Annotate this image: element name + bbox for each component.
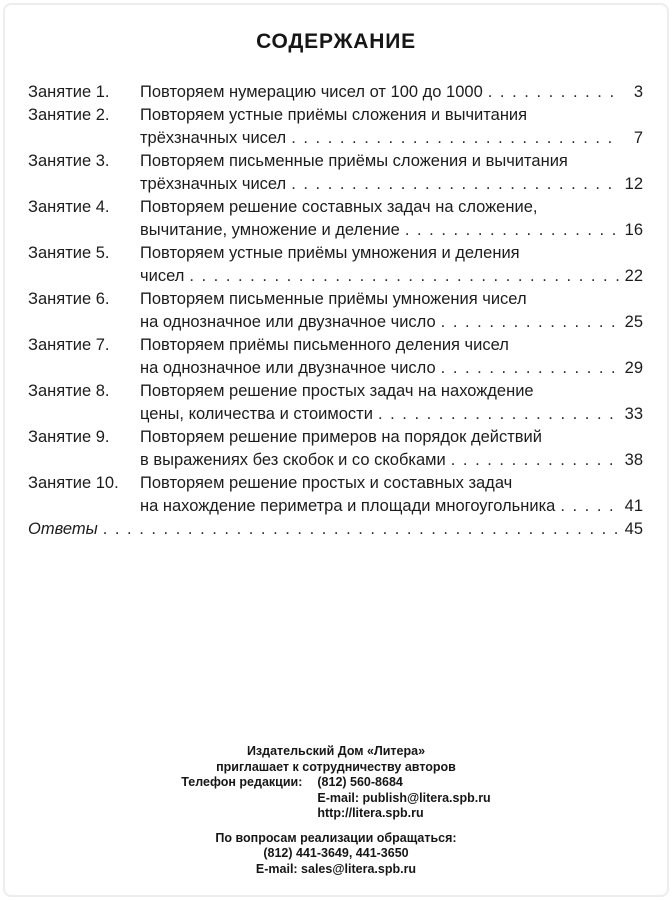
toc-entry-body bbox=[140, 196, 643, 242]
toc-entry-line bbox=[140, 357, 643, 380]
toc-page-number: 45 bbox=[624, 520, 643, 538]
publisher-name: Издательский Дом «Литера» bbox=[246, 744, 426, 758]
toc-page-number: 33 bbox=[624, 405, 643, 423]
toc-entry-body bbox=[140, 288, 643, 334]
toc-entry-line bbox=[140, 150, 643, 173]
toc-entry-line bbox=[140, 449, 643, 472]
toc-entry-body bbox=[28, 518, 643, 541]
phone-label: Телефон редакции: bbox=[181, 775, 303, 789]
dot-leader bbox=[560, 495, 620, 518]
toc-entry-text: Повторяем нумерацию чисел от 100 до 1000 bbox=[140, 83, 483, 101]
toc-page-number: 41 bbox=[624, 497, 643, 515]
toc-entry-line bbox=[28, 518, 643, 541]
toc-entry-line bbox=[140, 104, 643, 127]
toc-entry-text: чисел bbox=[140, 267, 185, 285]
toc-entry-line bbox=[140, 219, 643, 242]
publisher-footer bbox=[0, 744, 672, 877]
toc-entry-text: Повторяем решение простых и составных задач bbox=[140, 474, 513, 492]
dot-leader bbox=[189, 265, 620, 288]
toc-entry-body bbox=[140, 380, 643, 426]
sales-heading: По вопросам реализации обращаться: bbox=[215, 830, 457, 845]
toc-entry bbox=[28, 426, 643, 472]
toc-answers-label: Ответы bbox=[28, 520, 98, 538]
toc-entry-text: Повторяем письменные приёмы сложения и вычитания bbox=[140, 152, 568, 170]
toc-entry-line bbox=[140, 196, 643, 219]
toc-entry-text: трёхзначных чисел bbox=[140, 175, 287, 193]
toc-entry-body bbox=[140, 242, 643, 288]
toc-entry-label: Занятие 9. bbox=[28, 428, 110, 446]
toc-entry-label: Занятие 6. bbox=[28, 290, 110, 308]
toc-page-number: 7 bbox=[633, 129, 643, 147]
toc-entry-line bbox=[140, 403, 643, 426]
toc-entry-label: Занятие 5. bbox=[28, 244, 110, 262]
toc-entry-body bbox=[140, 426, 643, 472]
publisher-website: http://litera.spb.ru bbox=[317, 806, 424, 820]
publisher-email: E-mail: publish@litera.spb.ru bbox=[317, 790, 491, 805]
toc-entry-line bbox=[140, 81, 643, 104]
toc-entry-line bbox=[140, 334, 643, 357]
dot-leader bbox=[291, 173, 620, 196]
toc-entry bbox=[28, 150, 643, 196]
toc-entry-line bbox=[140, 380, 643, 403]
toc-entry-text: трёхзначных чисел bbox=[140, 129, 287, 147]
toc-entry-text: вычитание, умножение и деление bbox=[140, 221, 400, 239]
dot-leader bbox=[441, 311, 621, 334]
toc-entry-label: Занятие 7. bbox=[28, 336, 110, 354]
editorial-contact-stack bbox=[317, 775, 490, 822]
toc-entry-line bbox=[140, 242, 643, 265]
page-title: СОДЕРЖАНИЕ bbox=[256, 30, 416, 53]
toc-entry-label: Занятие 10. bbox=[28, 474, 119, 492]
toc-entry bbox=[28, 196, 643, 242]
toc-entry-line bbox=[140, 426, 643, 449]
toc-page-number: 29 bbox=[624, 359, 643, 377]
toc-entry-text: на однозначное или двузначное число bbox=[140, 359, 436, 377]
toc-entry-text: цены, количества и стоимости bbox=[140, 405, 373, 423]
toc-entry-line bbox=[140, 173, 643, 196]
dot-leader bbox=[451, 449, 621, 472]
toc-entry-line bbox=[140, 265, 643, 288]
toc-entry bbox=[28, 334, 643, 380]
toc-page-number: 3 bbox=[633, 83, 643, 101]
toc-entry-text: Повторяем решение составных задач на сложение, bbox=[140, 198, 538, 216]
dot-leader bbox=[441, 357, 621, 380]
toc-entry bbox=[28, 81, 643, 104]
dot-leader bbox=[291, 127, 621, 150]
toc-entry bbox=[28, 242, 643, 288]
toc-entry-body bbox=[140, 472, 643, 518]
toc-entry-text: Повторяем решение простых задач на нахождение bbox=[140, 382, 534, 400]
toc-entry-body bbox=[140, 334, 643, 380]
toc-entry-line bbox=[140, 472, 643, 495]
toc-entry-text: на нахождение периметра и площади многоугольника bbox=[140, 497, 556, 515]
toc-entry-line bbox=[140, 127, 643, 150]
toc-entry-label: Занятие 3. bbox=[28, 152, 110, 170]
toc-entry bbox=[28, 288, 643, 334]
dot-leader bbox=[405, 219, 621, 242]
toc-entry bbox=[28, 104, 643, 150]
toc-page-number: 22 bbox=[624, 267, 643, 285]
toc-entry-body bbox=[140, 150, 643, 196]
sales-phones: (812) 441-3649, 441-3650 bbox=[263, 846, 409, 860]
toc-entry-text: в выражениях без скобок и со скобками bbox=[140, 451, 446, 469]
dot-leader bbox=[378, 403, 621, 426]
toc-entry-text: Повторяем решение примеров на порядок действий bbox=[140, 428, 542, 446]
dot-leader bbox=[488, 81, 621, 104]
toc-entry-body bbox=[140, 104, 643, 150]
toc-page-number: 25 bbox=[624, 313, 643, 331]
toc-entry-line bbox=[140, 288, 643, 311]
toc-page-number: 38 bbox=[624, 451, 643, 469]
toc-entry-text: на однозначное или двузначное число bbox=[140, 313, 436, 331]
toc-entry-answers bbox=[28, 518, 643, 541]
toc-entry-text: Повторяем устные приёмы сложения и вычитания bbox=[140, 106, 528, 124]
toc-entry bbox=[28, 380, 643, 426]
toc-entry-label: Занятие 1. bbox=[28, 83, 110, 101]
toc-entry-text: Повторяем письменные приёмы умножения чисел bbox=[140, 290, 527, 308]
sales-email: E-mail: sales@litera.spb.ru bbox=[255, 861, 417, 876]
toc-entry-text: Повторяем устные приёмы умножения и деления bbox=[140, 244, 520, 262]
table-of-contents bbox=[28, 81, 643, 541]
toc-page-number: 16 bbox=[624, 221, 643, 239]
editorial-phone: (812) 560-8684 bbox=[317, 775, 403, 789]
publisher-invite: приглашает к сотрудничеству авторов bbox=[216, 759, 456, 774]
toc-entry-text: Повторяем приёмы письменного деления чисел bbox=[140, 336, 509, 354]
toc-entry-line bbox=[140, 311, 643, 334]
toc-entry bbox=[28, 472, 643, 518]
toc-entry-label: Занятие 8. bbox=[28, 382, 110, 400]
toc-entry-label: Занятие 2. bbox=[28, 106, 110, 124]
toc-entry-line bbox=[140, 495, 643, 518]
sales-contact-block bbox=[0, 831, 672, 878]
toc-page-number: 12 bbox=[624, 175, 643, 193]
editorial-contact-block bbox=[0, 775, 672, 822]
toc-entry-label: Занятие 4. bbox=[28, 198, 110, 216]
dot-leader bbox=[103, 518, 621, 541]
toc-entry-body bbox=[140, 81, 643, 104]
